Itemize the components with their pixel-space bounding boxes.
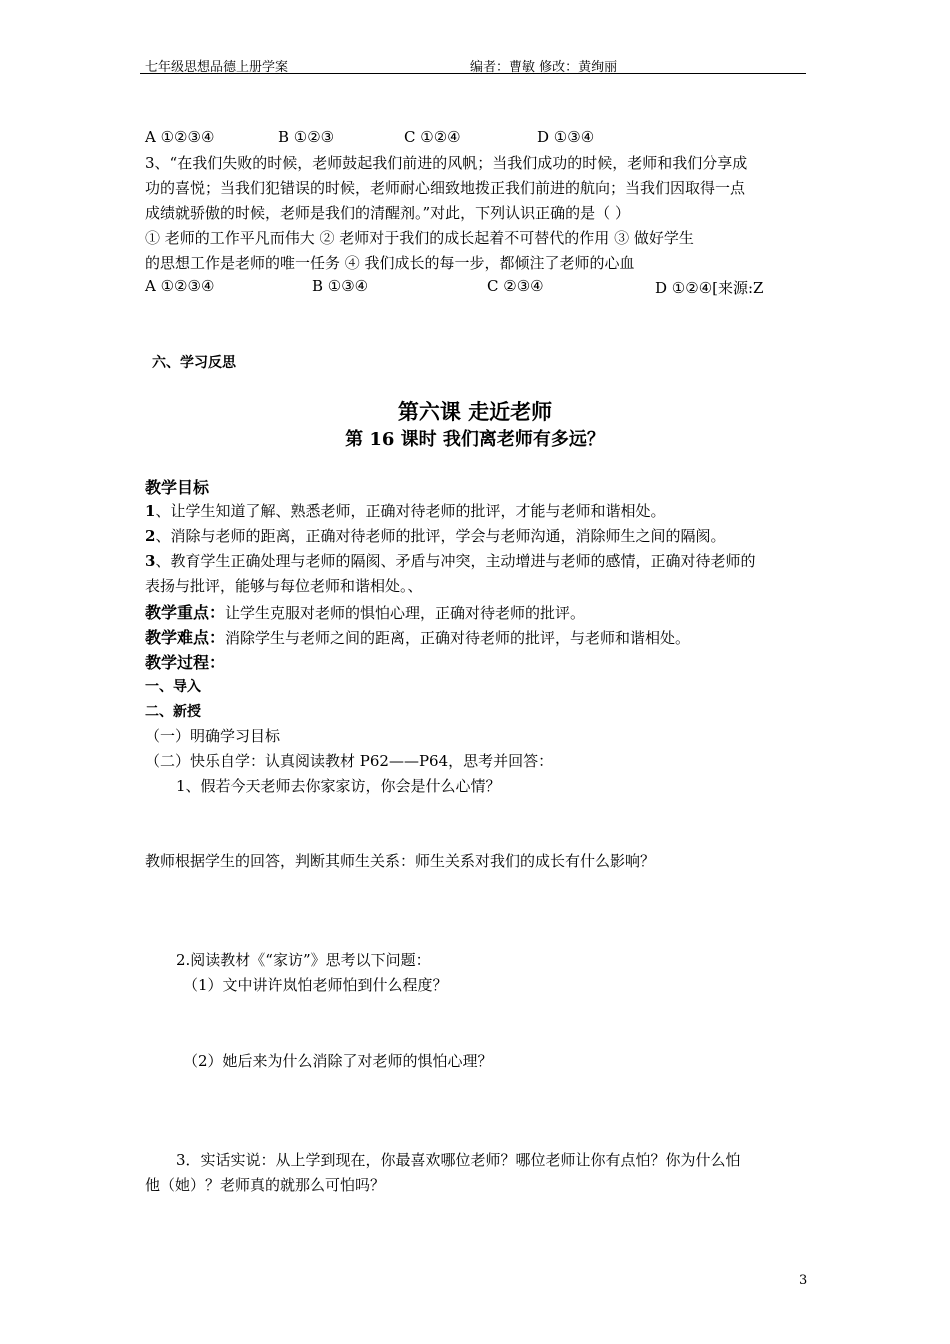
reflection-heading: 六、学习反思 — [152, 355, 236, 371]
goal-item-2: 2、消除与老师的距离，正确对待老师的批评，学会与老师沟通，消除师生之间的隔阂。 — [145, 527, 726, 545]
question-2: 2.阅读教材《“家访”》思考以下问题： — [176, 951, 431, 969]
option-a: A ①②③④ — [145, 277, 215, 295]
question-2b: （2）她后来为什么消除了对老师的惧怕心理？ — [183, 1052, 493, 1070]
section-new: 二、新授 — [145, 704, 201, 720]
option-d: D ①③④ — [537, 128, 595, 146]
difficulty-point: 教学难点：消除学生与老师之间的距离，正确对待老师的批评，与老师和谐相处。 — [145, 628, 691, 647]
option-c: C ②③④ — [487, 277, 544, 295]
teacher-note: 教师根据学生的回答，判断其师生关系：师生关系对我们的成长有什么影响？ — [145, 852, 656, 870]
question-line: 成绩就骄傲的时候，老师是我们的清醒剂。”对此，下列认识正确的是（ ） — [145, 204, 630, 222]
lesson-subtitle: 第 16 课时 我们离老师有多远？ — [345, 429, 605, 450]
page-number: 3 — [799, 1273, 808, 1288]
process-heading: 教学过程： — [145, 653, 226, 672]
option-b: B ①③④ — [312, 277, 369, 295]
goal-item-3: 3、教育学生正确处理与老师的隔阂、矛盾与冲突，主动增进与老师的感情，正确对待老师的 — [145, 552, 756, 570]
key-point: 教学重点：让学生克服对老师的惧怕心理，正确对待老师的批评。 — [145, 603, 586, 622]
question-3-cont: 他（她）？老师真的就那么可怕吗？ — [145, 1176, 386, 1194]
sub-step-2: （二）快乐自学：认真阅读教材 P62——P64，思考并回答： — [145, 752, 554, 770]
goal-item-1: 1、让学生知道了解、熟悉老师，正确对待老师的批评，才能与老师和谐相处。 — [145, 502, 666, 520]
question-line: 3、“在我们失败的时候，老师鼓起我们前进的风帆；当我们成功的时候，老师和我们分享成 — [145, 154, 748, 172]
section-intro: 一、导入 — [145, 679, 201, 695]
goals-heading: 教学目标 — [145, 478, 210, 497]
question-line: 的思想工作是老师的唯一任务 ④ 我们成长的每一步，都倾注了老师的心血 — [145, 254, 635, 272]
option-a: A ①②③④ — [145, 128, 215, 146]
header-right: 编者：曹敏 修改：黄绚丽 — [470, 60, 618, 75]
sub-step-1: （一）明确学习目标 — [145, 727, 281, 745]
option-c: C ①②④ — [404, 128, 461, 146]
option-d: D ①②④[来源:Z — [655, 279, 764, 297]
lesson-title: 第六课 走近老师 — [397, 399, 553, 424]
question-1: 1、假若今天老师去你家家访，你会是什么心情？ — [176, 777, 501, 795]
goal-item-3-cont: 表扬与批评，能够与每位老师和谐相处。、 — [145, 577, 423, 595]
question-line: 功的喜悦；当我们犯错误的时候，老师耐心细致地拨正我们前进的航向；当我们因取得一点 — [145, 179, 746, 197]
option-b: B ①②③ — [278, 128, 335, 146]
header-rule — [140, 73, 806, 74]
question-3: 3．实话实说：从上学到现在，你最喜欢哪位老师？哪位老师让你有点怕？你为什么怕 — [176, 1151, 741, 1169]
question-line: ① 老师的工作平凡而伟大 ② 老师对于我们的成长起着不可替代的作用 ③ 做好学生 — [145, 229, 694, 247]
header-left: 七年级思想品德上册学案 — [145, 60, 289, 75]
question-2a: （1）文中讲许岚怕老师怕到什么程度？ — [183, 976, 448, 994]
